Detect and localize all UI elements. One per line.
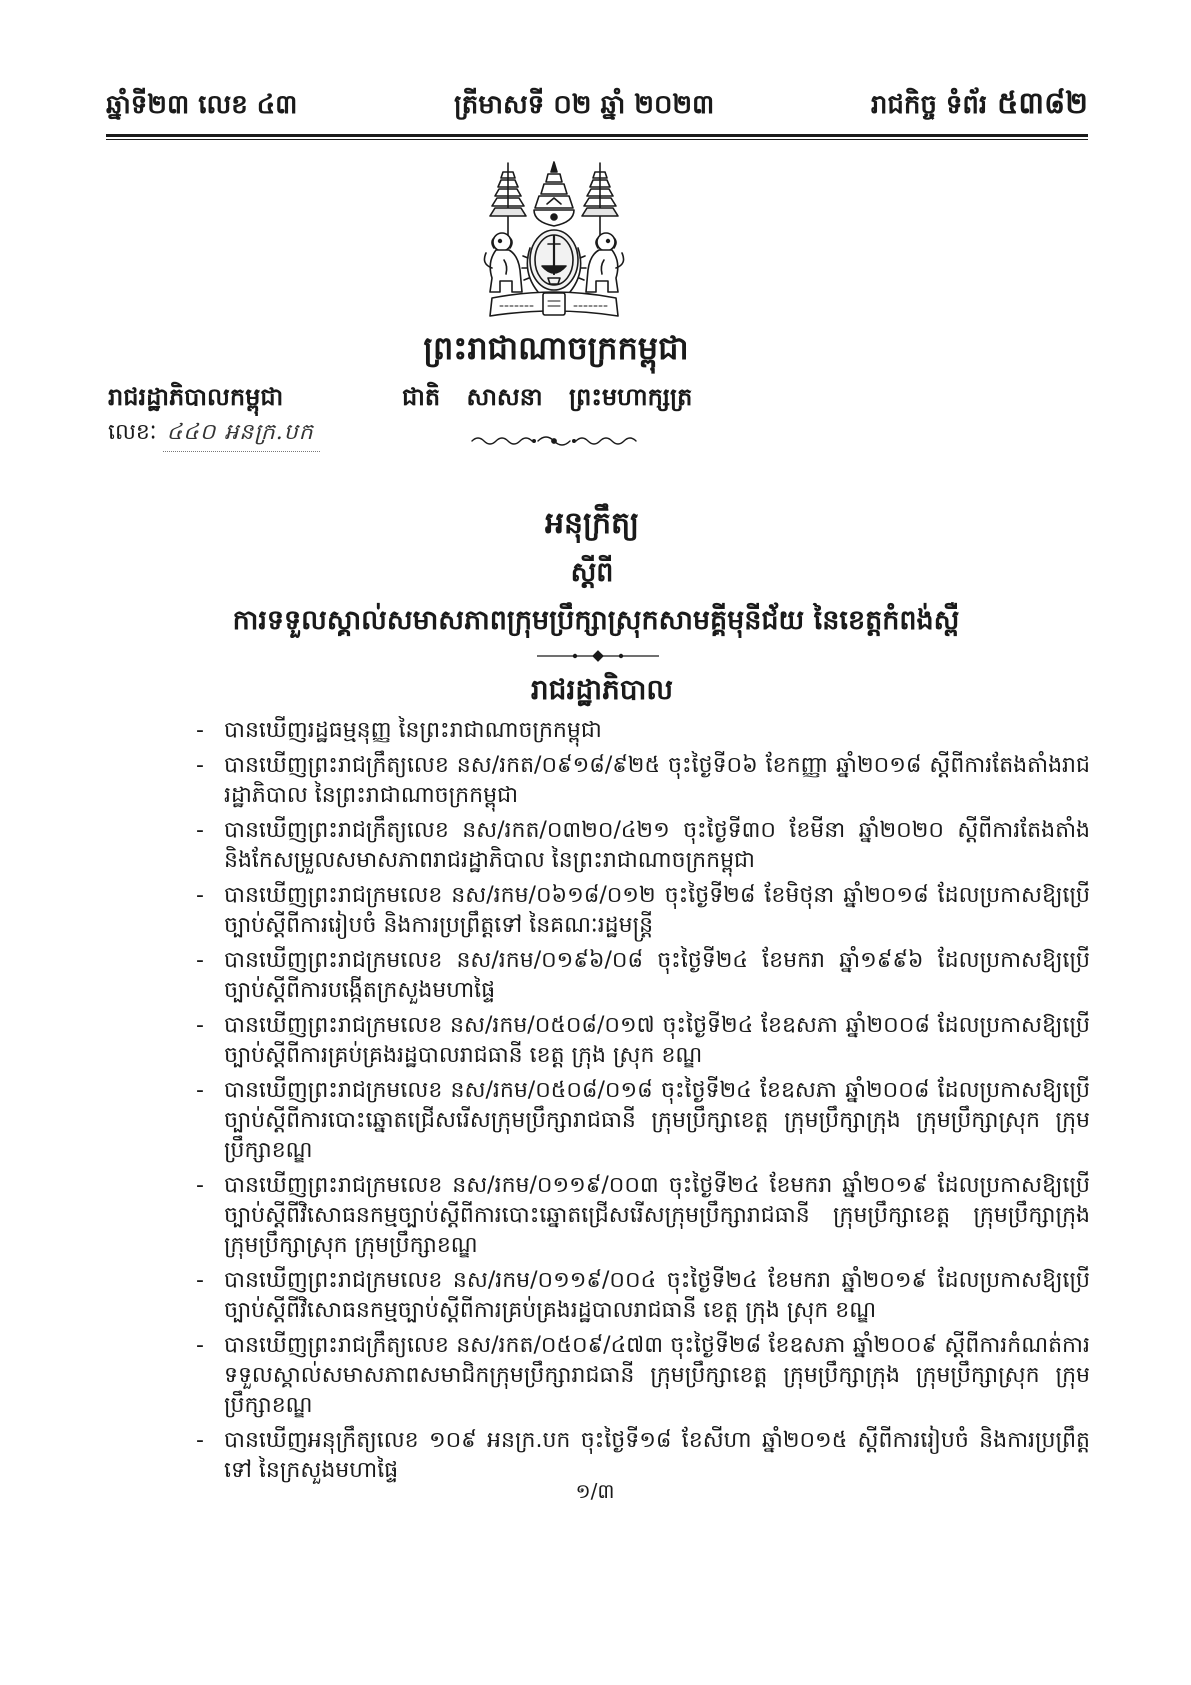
list-item — [196, 1171, 1090, 1261]
bullet-dash: - — [196, 1268, 204, 1293]
list-item-text: បានឃើញព្រះរាជក្រឹត្យលេខ នស/រកត/០៩១៨/៩២៥ ចុះថ្ងៃទី០៦ ខែកញ្ញា ឆ្នាំ២០១៨ ស្តីពីការតែងតាំងរាជរដ្ឋាភិបាល នៃព្រះរាជាណាចក្រកម្ពុជា — [224, 753, 1090, 808]
list-item — [196, 716, 1090, 746]
bullet-dash: - — [196, 818, 204, 843]
gazette-page-number: ៥៣៨២ — [997, 86, 1088, 121]
gazette-volume: ឆ្នាំទី២៣ លេខ ៤៣ — [106, 90, 298, 120]
list-item-text: បានឃើញព្រះរាជក្រមលេខ នស/រកម/០៦១៨/០១២ ចុះថ្ងៃទី២៨ ខែមិថុនា ឆ្នាំ២០១៨ ដែលប្រកាសឱ្យប្រើច្បាប់ស្តីពីការរៀបចំ និងការប្រព្រឹត្តទៅ នៃគណៈរដ្ឋមន្ត្រី — [224, 883, 1090, 938]
parasol-right-icon — [582, 163, 618, 240]
list-item-text: បានឃើញព្រះរាជក្រមលេខ នស/រកម/០១៩៦/០៨ ចុះថ្ងៃទី២៤ ខែមករា ឆ្នាំ១៩៩៦ ដែលប្រកាសឱ្យប្រើច្បាប់ស្តីពីការបង្កើតក្រសួងមហាផ្ទៃ — [224, 948, 1090, 1003]
gazette-quarter: ត្រីមាសទី ០២ ឆ្នាំ ២០២៣ — [454, 90, 715, 120]
bullet-dash: - — [196, 1013, 204, 1038]
lion-right-icon — [586, 233, 624, 292]
list-item — [196, 881, 1090, 941]
reference-handwritten-number: ៤៤០ អនក្រ.បក — [163, 418, 320, 452]
document-type: អនុក្រឹត្យ — [544, 506, 640, 541]
list-item — [196, 1426, 1090, 1486]
list-item-text: បានឃើញព្រះរាជក្រមលេខ នស/រកម/០១១៩/០០៤ ចុះថ្ងៃទី២៤ ខែមករា ឆ្នាំ២០១៩ ដែលប្រកាសឱ្យប្រើច្បាប់ស្តីពីវិសោធនកម្មច្បាប់ស្តីពីការគ្រប់គ្រងរដ្ឋបាលរាជធានី ខេត្ត ក្រុង ស្រុក ខណ្ឌ — [224, 1268, 1090, 1323]
reference-number — [108, 418, 320, 452]
list-item — [196, 751, 1090, 811]
list-item — [196, 1266, 1090, 1326]
preamble-list — [196, 716, 1090, 1491]
document-on-label: ស្តីពី — [570, 557, 614, 588]
preamble-heading: រាជរដ្ឋាភិបាល — [530, 673, 674, 706]
ribbon-icon — [490, 292, 618, 316]
list-item-text: បានឃើញព្រះរាជក្រមលេខ នស/រកម/០១១៩/០០៣ ចុះថ្ងៃទី២៤ ខែមករា ឆ្នាំ២០១៩ ដែលប្រកាសឱ្យប្រើច្បាប់ស្តីពីវិសោធនកម្មច្បាប់ស្តីពីការបោះឆ្នោតជ្រើសរើសក្រុមប្រឹក្សារាជធានី ក្រុមប្រឹក្សាខេត្ត ក្រុមប្រឹក្សាក្រុង ក្រុមប្រឹក្សាស្រុក ក្រុមប្រឹក្សាខណ្ឌ — [224, 1173, 1090, 1258]
gazette-page — [871, 84, 1088, 128]
list-item-text: បានឃើញព្រះរាជក្រមលេខ នស/រកម/០៥០៨/០១៨ ចុះថ្ងៃទី២៤ ខែឧសភា ឆ្នាំ២០០៨ ដែលប្រកាសឱ្យប្រើច្បាប់ស្តីពីការបោះឆ្នោតជ្រើសរើសក្រុមប្រឹក្សារាជធានី ក្រុមប្រឹក្សាខេត្ត ក្រុមប្រឹក្សាក្រុង ក្រុមប្រឹក្សាស្រុក ក្រុមប្រឹក្សាខណ្ឌ — [224, 1078, 1090, 1163]
crown-icon — [534, 162, 574, 226]
bullet-dash: - — [196, 1428, 204, 1453]
page-indicator: ១/៣ — [575, 1479, 615, 1503]
list-item-text: បានឃើញព្រះរាជក្រឹត្យលេខ នស/រកត/០៣២០/៤២១ ចុះថ្ងៃទី៣០ ខែមីនា ឆ្នាំ២០២០ ស្តីពីការតែងតាំង និងកែសម្រួលសមាសភាពរាជរដ្ឋាភិបាល នៃព្រះរាជាណាចក្រកម្ពុជា — [224, 818, 1090, 873]
bullet-dash: - — [196, 1333, 204, 1358]
issuer-name: រាជរដ្ឋាភិបាលកម្ពុជា — [108, 383, 284, 411]
list-item-text: បានឃើញព្រះរាជក្រឹត្យលេខ នស/រកត/០៥០៩/៤៧៣ ចុះថ្ងៃទី២៨ ខែឧសភា ឆ្នាំ២០០៩ ស្តីពីការកំណត់ការទទួលស្គាល់សមាសភាពសមាជិកក្រុមប្រឹក្សារាជធានី ក្រុមប្រឹក្សាខេត្ត ក្រុមប្រឹក្សាក្រុង ក្រុមប្រឹក្សាស្រុក ក្រុមប្រឹក្សាខណ្ឌ — [224, 1333, 1090, 1418]
bullet-dash: - — [196, 948, 204, 973]
ornament-flourish-icon — [468, 432, 640, 450]
parasol-left-icon — [490, 163, 526, 240]
list-item-text: បានឃើញព្រះរាជក្រមលេខ នស/រកម/០៥០៨/០១៧ ចុះថ្ងៃទី២៤ ខែឧសភា ឆ្នាំ២០០៨ ដែលប្រកាសឱ្យប្រើច្បាប់ស្តីពីការគ្រប់គ្រងរដ្ឋបាលរាជធានី ខេត្ត ក្រុង ស្រុក ខណ្ឌ — [224, 1013, 1090, 1068]
list-item — [196, 1076, 1090, 1166]
list-item-text: បានឃើញរដ្ឋធម្មនុញ្ញ នៃព្រះរាជាណាចក្រកម្ពុជា — [224, 718, 602, 743]
national-motto: ជាតិ សាសនា ព្រះមហាក្សត្រ — [402, 383, 693, 411]
lion-left-icon — [484, 233, 522, 292]
list-item — [196, 1331, 1090, 1421]
royal-coat-of-arms-icon — [478, 160, 630, 328]
bullet-dash: - — [196, 718, 204, 743]
list-item — [196, 1011, 1090, 1071]
list-item-text: បានឃើញអនុក្រឹត្យលេខ ១០៩ អនក្រ.បក ចុះថ្ងៃទី១៨ ខែសីហា ឆ្នាំ២០១៥ ស្តីពីការរៀបចំ និងការប្រព្រឹត្តទៅ នៃក្រសួងមហាផ្ទៃ — [224, 1428, 1090, 1483]
ornament-divider-icon — [535, 650, 661, 662]
bullet-dash: - — [196, 753, 204, 778]
kingdom-title: ព្រះរាជាណាចក្រកម្ពុជា — [423, 329, 689, 367]
list-item — [196, 946, 1090, 1006]
header-rule — [106, 134, 1088, 140]
document-subject: ការទទួលស្គាល់សមាសភាពក្រុមប្រឹក្សាស្រុកសាមគ្គីមុនីជ័យ នៃខេត្តកំពង់ស្ពឺ — [232, 605, 960, 636]
gazette-header — [106, 84, 1088, 128]
shield-icon — [530, 230, 578, 290]
gazette-page-label: រាជកិច្ច ទំព័រ — [870, 90, 988, 120]
reference-label: លេខៈ — [108, 420, 157, 445]
bullet-dash: - — [196, 883, 204, 908]
list-item — [196, 816, 1090, 876]
bullet-dash: - — [196, 1173, 204, 1198]
bullet-dash: - — [196, 1078, 204, 1103]
